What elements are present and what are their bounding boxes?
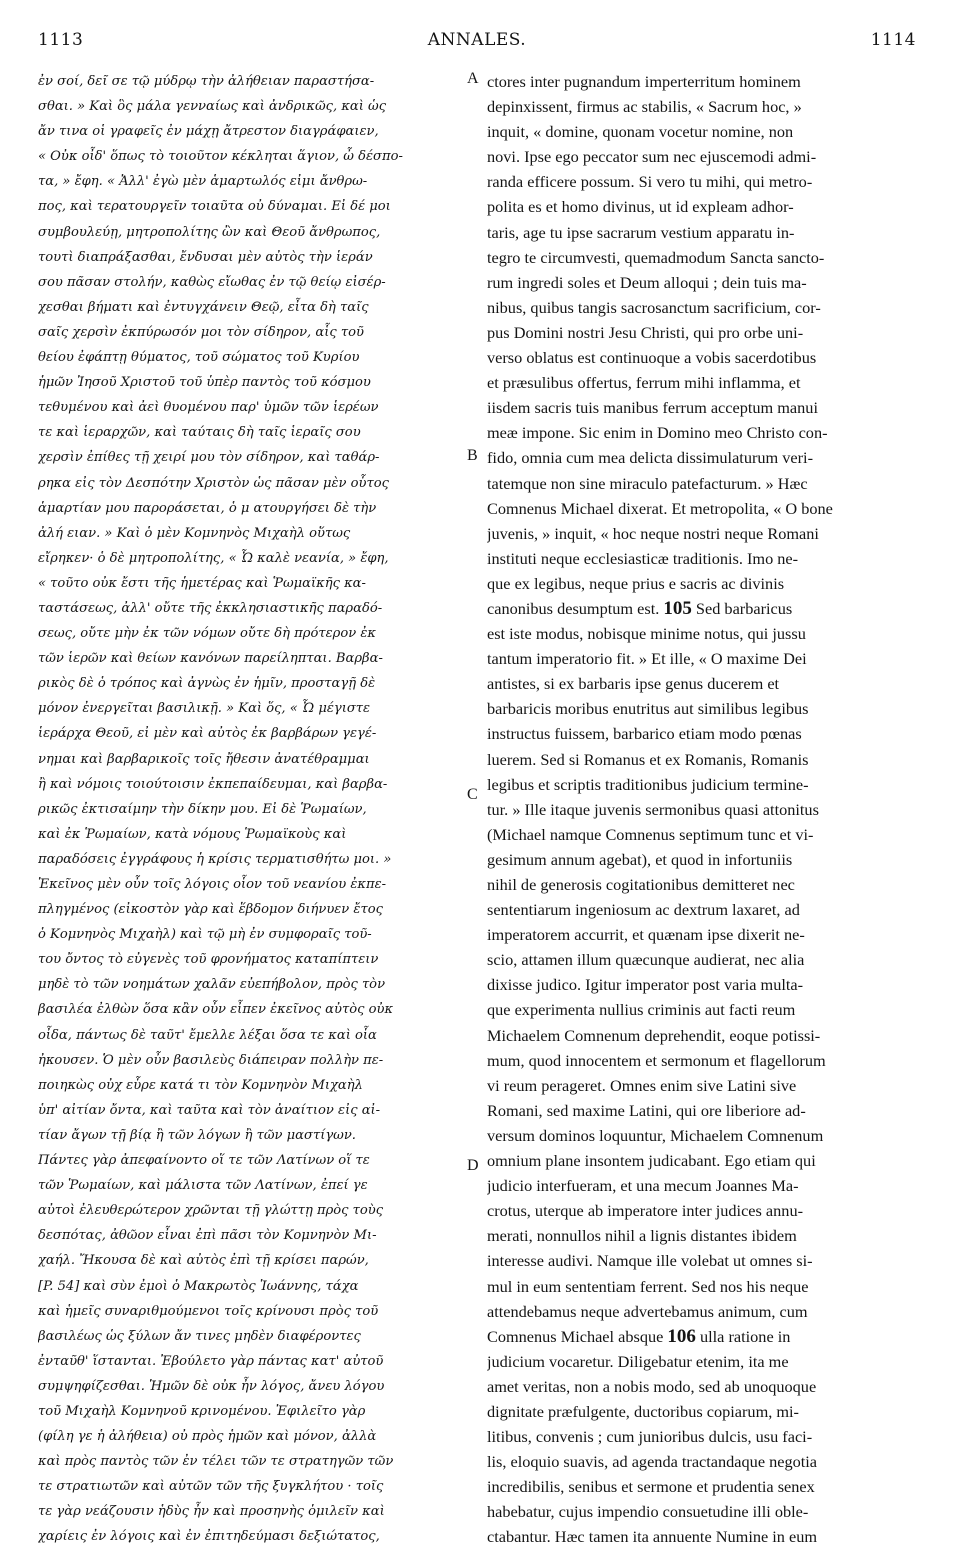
latin-text-segment: Comnenus Michael dixerat. Et metropolita, « O bone [487, 498, 833, 518]
latin-text-segment: Sed barbaricus [691, 598, 793, 618]
section-marker: 106 [667, 1325, 696, 1347]
latin-text-line [487, 270, 919, 295]
latin-text-line [487, 1324, 919, 1349]
latin-text-line [487, 395, 919, 420]
greek-text-line: τίαν ἄγων τῇ βίᾳ ἢ τῶν λόγων ἢ τῶν μαστίγων. [38, 1127, 356, 1143]
latin-text-segment: est iste modus, nobisque minime notus, qui jussu [487, 624, 806, 644]
greek-text-line: ἁμαρτίαν μου παροράσεται, ὁ μ ατουργήσει δὲ τὴν [38, 500, 377, 516]
latin-text-line [487, 621, 919, 646]
latin-text-line [487, 1223, 919, 1248]
greek-text-line: [P. 54] καὶ σὺν ἐμοὶ ὁ Μακρωτὸς Ἰωάννης, τάχα [38, 1278, 359, 1294]
latin-text-segment: sententiarum ingeniosum ac dextrum laxaret, ad [487, 900, 800, 920]
latin-text-segment: inquit, « domine, quonam vocetur nomine, non [487, 122, 794, 142]
margin-letter-b: B [467, 447, 478, 464]
latin-text-line [487, 922, 919, 947]
greek-text-line: τα, » ἔφη. « Ἀλλ' ἐγὼ μὲν ἁμαρτωλός εἰμι ἄνθρω- [38, 174, 368, 190]
greek-text-line: σεως, οὔτε μὴν ἐκ τῶν νόμων οὔτε δὴ πρότερον ἐκ [38, 626, 376, 642]
latin-text-line [487, 671, 919, 696]
latin-text-line [487, 220, 919, 245]
latin-text-line [487, 1173, 919, 1198]
margin-letter-c: C [467, 786, 478, 803]
latin-text-segment: instructus fuissem, barbarico etiam modo pœnas [487, 724, 802, 744]
latin-text-segment: depinxissent, firmus ac stabilis, « Sacrum hoc, » [487, 97, 802, 117]
latin-text-segment: versum dominos loquuntur, Michaelem Comnenum [487, 1125, 824, 1145]
latin-text-segment: barbaricis moribus enutritus aut similibus legibus [487, 699, 809, 719]
latin-text-segment: lis, eloquio suavis, ad agenda tractandaque negotia [487, 1452, 818, 1472]
latin-text-segment: dignitate præfulgente, ductoribus copiarum, mi- [487, 1401, 799, 1421]
greek-text-line: σου πᾶσαν στολήν, καθὼς εἴωθας ἐν τῷ θείῳ εἰσέρ- [38, 274, 386, 290]
greek-text-line: χαρίεις ἐν λόγοις καὶ ἐν ἐπιτηδεύμασι δεξιώτατος, [38, 1529, 380, 1545]
latin-text-line [487, 847, 919, 872]
latin-text-segment: crotus, uterque ab imperatore inter judices annu- [487, 1201, 804, 1221]
latin-text-segment: instituti neque ecclesiasticæ traditionis. Imo ne- [487, 548, 799, 568]
greek-text-line: τεθυμένου καὶ ἀεὶ θυομένου παρ' ὑμῶν τῶν ἱερέων [38, 400, 379, 416]
latin-text-segment: nihil de generosis cogitationibus demitteret nec [487, 875, 795, 894]
greek-text-line: σαῖς χερσὶν ἐκπύρωσόν μοι τὸν σίδηρον, αἷς τοῦ [38, 324, 364, 340]
latin-text-segment: gesimum annum agebat), et quod in infortuniis [487, 849, 793, 869]
greek-text-line: εἴρηκεν· ὁ δὲ μητροπολίτης, « Ὦ καλὲ νεανία, » ἔφη, [38, 550, 389, 566]
latin-text-line [487, 1123, 919, 1148]
latin-text-segment: juvenis, » inquit, « hoc neque nostri neque Romani [487, 523, 819, 543]
latin-text-line [487, 822, 919, 847]
latin-text-line [487, 646, 919, 671]
greek-text-line: ὁ Κομνηνὸς Μιχαὴλ) καὶ τῷ μὴ ἐν συμφοραῖς τοῦ- [38, 927, 372, 943]
latin-text-segment: imperatorem accurrit, et quænam ipse dixerit ne- [487, 925, 805, 945]
greek-text-line: οἶδα, πάντως δὲ ταῦτ' ἔμελλε λέξαι ὅσα τε καὶ οἷα [38, 1027, 377, 1043]
latin-text-line [487, 571, 919, 596]
latin-text-segment: (Michael namque Comnenus septimum tunc et vi- [487, 824, 814, 844]
latin-text-segment: ctores inter pugnandum imperterritum hominem [487, 72, 801, 91]
latin-text-line [487, 471, 919, 496]
latin-text-line [487, 194, 919, 219]
latin-text-line [487, 445, 919, 470]
latin-text-segment: verso oblatus est continuoque a vobis sacerdotibus [487, 348, 817, 368]
greek-text-line: ἢ καὶ νόμοις τοιούτοισιν ἐκπεπαίδευμαι, καὶ βαρβα- [38, 776, 388, 792]
page-number-left: 1113 [38, 30, 84, 50]
greek-text-line: ἀλή ειαν. » Καὶ ὁ μὲν Κομνηνὸς Μιχαὴλ οὕτως [38, 525, 351, 541]
latin-text-segment: habebatur, cujus impendio consuetudine illi oble- [487, 1502, 809, 1522]
greek-text-line: παραδόσεις ἐγγράφους ἡ κρίσις τερματισθήτω μοι. » [38, 851, 392, 867]
latin-text-segment: ulla ratione in [695, 1326, 791, 1346]
latin-text-segment: Romani, sed maxime Latini, qui ore liberiore ad- [487, 1100, 806, 1120]
greek-text-line: ρικῶς ἐκτισαίμην τὴν δίκην μου. Εἰ δὲ Ῥωμαίων, [38, 801, 367, 817]
running-head: ANNALES. [427, 30, 527, 50]
latin-text-line [487, 1148, 919, 1173]
greek-text-line: χαήλ. Ἤκουσα δὲ καὶ αὐτὸς ἐπὶ τῇ κρίσει παρών, [38, 1253, 369, 1269]
latin-text-segment: scio, attamen illum quæcunque audierat, nec alia [487, 950, 805, 970]
latin-text-line [487, 169, 919, 194]
latin-text-line [487, 1474, 919, 1499]
latin-text-line [487, 947, 919, 972]
latin-text-segment: meæ impone. Sic enim in Domino meo Christo con- [487, 423, 828, 443]
greek-text-line: δεσπότας, ἀθῶον εἶναι ἐπὶ πᾶσι τὸν Κομνηνὸν Μι- [38, 1228, 377, 1244]
latin-text-segment: incredibilis, senibus et sermone et prudentia senex [487, 1477, 815, 1497]
latin-text-line [487, 1248, 919, 1273]
greek-text-line: ἄν τινα οἱ γραφεῖς ἐν μάχῃ ἄτρεστον διαγράφαιεν, [38, 124, 379, 140]
latin-text-line [487, 1499, 919, 1524]
greek-text-line: ρηκα εἰς τὸν Δεσπότην Χριστὸν ὡς πᾶσαν μὲν οὗτος [38, 475, 389, 491]
latin-text-line [487, 1098, 919, 1123]
latin-text-line [487, 696, 919, 721]
greek-text-line: ρικὸς δὲ ὁ τρόπος καὶ ἀγνὼς ἐν ἡμῖν, προσταγῇ δὲ [38, 676, 376, 692]
latin-text-segment: Comnenus Michael absque [487, 1326, 668, 1346]
latin-text-segment: que experimenta nullius criminis aut facti reum [487, 1000, 796, 1020]
latin-text-segment: mum, quod innocentem et sermonum et flagellorum [487, 1050, 826, 1070]
greek-text-line: βασιλέως ὡς ξύλων ἄν τινες μηδὲν διαφέροντες [38, 1328, 361, 1344]
latin-text-segment: randa efficere possum. Si vero tu mihi, qui metro- [487, 172, 813, 192]
latin-text-segment: ctabantur. Hæc tamen ita annuente Numine in eum [487, 1527, 818, 1547]
latin-text-line [487, 721, 919, 746]
greek-text-line: τε καὶ ἱεραρχῶν, καὶ ταύταις δὴ ταῖς ἱεραῖς σου [38, 425, 361, 441]
section-marker: 105 [663, 597, 692, 619]
page-number-right: 1114 [870, 30, 916, 50]
greek-text-line: ἐνταῦθ' ἵστανται. Ἐβούλετο γὰρ πάντας κατ' αὐτοῦ [38, 1353, 384, 1369]
latin-text-segment: vi reum perageret. Omnes enim sive Latini sive [487, 1075, 797, 1095]
greek-text-line: ὑπ' αἰτίαν ὄντα, καὶ ταῦτα καὶ τὸν ἀναίτιον εἰς αἰ- [38, 1102, 381, 1118]
greek-text-line: τε στρατιωτῶν καὶ αὐτῶν τῶν τῆς ξυγκλήτου · τοῖς [38, 1479, 384, 1495]
greek-text-line: χερσὶν ἐπίθες τῇ χειρί μου τὸν σίδηρον, καὶ ταθάρ- [38, 450, 380, 466]
latin-text-segment: judicium vocaretur. Diligebatur etenim, ita me [487, 1351, 789, 1371]
latin-text-line [487, 797, 919, 822]
latin-text-line [487, 772, 919, 797]
latin-text-line [487, 1073, 919, 1098]
greek-text-line: πος, καὶ τερατουργεῖν τοιαῦτα οὐ δύναμαι. Εἰ δέ μοι [38, 199, 391, 215]
latin-text-line [487, 496, 919, 521]
latin-text-line [487, 119, 919, 144]
greek-text-line: μηδὲ τὸ τῶν νοημάτων χαλᾶν εὐεπήβολον, πρὸς τὸν [38, 977, 386, 993]
latin-text-segment: que ex legibus, neque prius e sacris ac divinis [487, 573, 785, 593]
greek-text-line: συμβουλεύῃ, μητροπολίτης ὢν καὶ Θεοῦ ἄνθρωπος, [38, 224, 381, 240]
greek-text-line: « Οὐκ οἶδ' ὅπως τὸ τοιοῦτον κέκληται ἅγιον, ὦ δέσπο- [38, 149, 403, 165]
latin-text-line [487, 1399, 919, 1424]
latin-text-line [487, 69, 919, 94]
greek-text-line: χεσθαι βήματι καὶ ἐντυγχάνειν Θεῷ, εἶτα δὴ ταῖς [38, 299, 369, 315]
latin-text-segment: tur. » Ille itaque juvenis sermonibus quasi attonitus [487, 799, 819, 819]
greek-text-line: πληγμένος (εἰκοστὸν γὰρ καὶ ἕβδομον διήνυεν ἔτος [38, 902, 383, 918]
latin-text-line [487, 872, 919, 897]
latin-text-segment: tantum imperatorio fit. » Et ille, « O maxime Dei [487, 649, 807, 669]
greek-text-line: βασιλέα ἐλθὼν ὅσα κἂν οὖν εἶπεν ἐκεῖνος αὐτὸς οὐκ [38, 1002, 394, 1018]
latin-text-segment: tatemque non sine miraculo patefacturum. » Hæc [487, 473, 808, 493]
greek-text-column [38, 69, 470, 1550]
latin-text-segment: novi. Ipse ego peccator sum nec ejuscemodi admi- [487, 147, 817, 167]
greek-text-line: σθαι. » Καὶ ὃς μάλα γενναίως καὶ ἀνδρικῶς, καὶ ὡς [38, 99, 387, 115]
latin-text-segment: pus Domini nostri Jesu Christi, qui pro orbe uni- [487, 322, 804, 342]
latin-text-segment: antistes, si ex barbaris ipse genus ducerem et [487, 674, 780, 694]
latin-text-segment: luerem. Sed si Romanus et ex Romanis, Romanis [487, 749, 809, 769]
greek-text-line: Πάντες γὰρ ἀπεφαίνοντο οἵ τε τῶν Λατίνων οἵ τε [38, 1153, 370, 1169]
latin-text-segment: merati, nonnullos nihil a lignis distantes ibidem [487, 1226, 797, 1246]
latin-text-line [487, 897, 919, 922]
greek-text-line: θείου ἐφάπτῃ θύματος, τοῦ σώματος τοῦ Κυρίου [38, 350, 360, 366]
latin-text-segment: taris, age tu ipse sacrarum vestium apparatu in- [487, 222, 795, 242]
latin-text-segment: rum ingredi soles et Deum alloqui ; dein tuis ma- [487, 272, 807, 292]
latin-text-segment: attendebamus neque advertebamus animum, cum [487, 1301, 808, 1321]
latin-text-line [487, 546, 919, 571]
latin-text-line [487, 320, 919, 345]
latin-text-segment: dixisse judico. Igitur imperator post varia multa- [487, 975, 804, 995]
latin-text-segment: mul in eum sententiam ferrent. Sed nos his neque [487, 1276, 809, 1296]
latin-text-segment: legibus et scriptis traditionibus judicium termine- [487, 774, 809, 794]
greek-text-line: τῶν Ῥωμαίων, καὶ μάλιστα τῶν Λατίνων, ἐπεί γε [38, 1178, 368, 1194]
greek-text-line: ἱεράρχα Θεοῦ, εἰ μὲν καὶ αὐτὸς ἐκ βαρβάρων γεγέ- [38, 726, 377, 742]
latin-text-line [487, 1048, 919, 1073]
latin-text-line [487, 1424, 919, 1449]
latin-text-line [487, 94, 919, 119]
greek-text-line: αὐτοὶ ἐλευθερώτερον χρῶνται τῇ γλώττῃ πρὸς τοὺς [38, 1203, 384, 1219]
greek-text-line: τουτὶ διαπράξασθαι, ἔνδυσαι μὲν αὐτὸς τὴν ἱεράν [38, 249, 373, 265]
latin-text-line [487, 1198, 919, 1223]
latin-text-line [487, 1524, 919, 1549]
greek-text-line: καὶ πρὸς παντὸς τῶν ἐν τέλει τῶν τε στρατηγῶν τῶν [38, 1454, 394, 1470]
latin-text-line [487, 972, 919, 997]
latin-text-segment: et præsulibus offertus, ferrum mihi inflamma, et [487, 373, 801, 393]
greek-text-line: του ὄντος τὸ εὐγενὲς τοῦ φρονήματος καταπίπτειν [38, 952, 379, 968]
latin-text-segment: omnium plane insontem judicabant. Ego etiam qui [487, 1151, 816, 1171]
latin-text-segment: Michaelem Comnenum deprehendit, eoque potissi- [487, 1025, 821, 1045]
greek-text-line: ταστάσεως, ἀλλ' οὔτε τῆς ἐκκλησιαστικῆς παραδό- [38, 600, 383, 616]
greek-text-line: καὶ ἐκ Ῥωμαίων, κατὰ νόμους Ῥωμαϊκοὺς καὶ [38, 826, 347, 842]
latin-text-column [487, 69, 919, 1550]
latin-text-line [487, 345, 919, 370]
latin-text-line [487, 1023, 919, 1048]
latin-text-segment: amet veritas, non a nobis modo, sed ab unoquoque [487, 1376, 817, 1396]
latin-text-line [487, 245, 919, 270]
latin-text-segment: canonibus desumptum est. [487, 598, 664, 618]
greek-text-line: (φίλη γε ἡ ἀλήθεια) οὐ πρὸς ἡμῶν καὶ μόνον, ἀλλὰ [38, 1429, 377, 1445]
latin-text-segment: nibus, quibus tangis sacrosanctum sacrificium, cor- [487, 297, 821, 317]
greek-text-line: συμψηφίζεσθαι. Ἡμῶν δὲ οὐκ ἦν λόγος, ἄνευ λόγου [38, 1378, 385, 1394]
latin-text-segment: tegro te circumvesti, quemadmodum Sancta sancto- [487, 247, 825, 267]
latin-text-line [487, 144, 919, 169]
greek-text-line: νημαι καὶ βαρβαρικοῖς τοῖς ἤθεσιν ἀνατέθραμμαι [38, 751, 370, 767]
latin-text-segment: litibus, convenis ; cum junioribus dulcis, usu faci- [487, 1427, 813, 1447]
latin-text-line [487, 420, 919, 445]
margin-letter-d: D [467, 1157, 479, 1174]
greek-text-line: καὶ ἡμεῖς συναριθμούμενοι τοῖς κρίνουσι πρὸς τοῦ [38, 1303, 379, 1319]
greek-text-line: τοῦ Μιχαὴλ Κομνηνοῦ κρινομένου. Ἐφιλεῖτο γὰρ [38, 1403, 366, 1419]
latin-text-line [487, 1349, 919, 1374]
greek-text-line: ἠκουσεν. Ὁ μὲν οὖν βασιλεὺς διάπειραν πολλὴν πε- [38, 1052, 384, 1068]
latin-text-line [487, 596, 919, 621]
latin-text-line [487, 1274, 919, 1299]
latin-text-line [487, 997, 919, 1022]
latin-text-segment: polita es et homo divinus, ut id expleam adhor- [487, 197, 794, 217]
greek-text-line: ποιηκὼς οὐχ εὗρε κατά τι τὸν Κομνηνὸν Μιχαὴλ [38, 1077, 363, 1093]
latin-text-line [487, 747, 919, 772]
latin-text-line [487, 370, 919, 395]
latin-text-segment: iisdem sacris tuis manibus ferrum acceptum manui [487, 398, 818, 418]
latin-text-segment: judicio interfueram, et una mecum Joannes Ma- [487, 1176, 799, 1196]
greek-text-line: μόνον ἐνεργεῖται βασιλικῇ. » Καὶ ὅς, « Ὦ μέγιστε [38, 701, 371, 717]
latin-text-segment: interesse audivi. Namque ille volebat ut omnes si- [487, 1251, 813, 1271]
greek-text-line: τῶν ἱερῶν καὶ θείων κανόνων παρείληπται. Βαρβα- [38, 651, 383, 667]
greek-text-line: « τοῦτο οὐκ ἔστι τῆς ἡμετέρας καὶ Ῥωμαϊκῆς κα- [38, 575, 366, 591]
greek-text-line: τε γὰρ νεάζουσιν ἡδὺς ἦν καὶ προσηνὴς ὁμιλεῖν καὶ [38, 1504, 385, 1520]
greek-text-line: ἡμῶν Ἰησοῦ Χριστοῦ τοῦ ὑπὲρ παντὸς τοῦ κόσμου [38, 375, 371, 391]
latin-text-segment: fido, omnia cum mea delicta dissimulaturum veri- [487, 448, 813, 468]
greek-text-line: Ἐκεῖνος μὲν οὖν τοῖς λόγοις οἷον τοῦ νεανίου ἐκπε- [38, 877, 387, 892]
latin-text-line [487, 1374, 919, 1399]
latin-text-line [487, 1299, 919, 1324]
latin-text-line [487, 1449, 919, 1474]
page-header [38, 30, 916, 56]
latin-text-line [487, 295, 919, 320]
latin-text-line [487, 521, 919, 546]
margin-letter-a: A [467, 70, 479, 87]
greek-text-line: ἐν σοί, δεῖ σε τῷ μύδρῳ τὴν ἀλήθειαν παραστήσα- [38, 74, 375, 89]
